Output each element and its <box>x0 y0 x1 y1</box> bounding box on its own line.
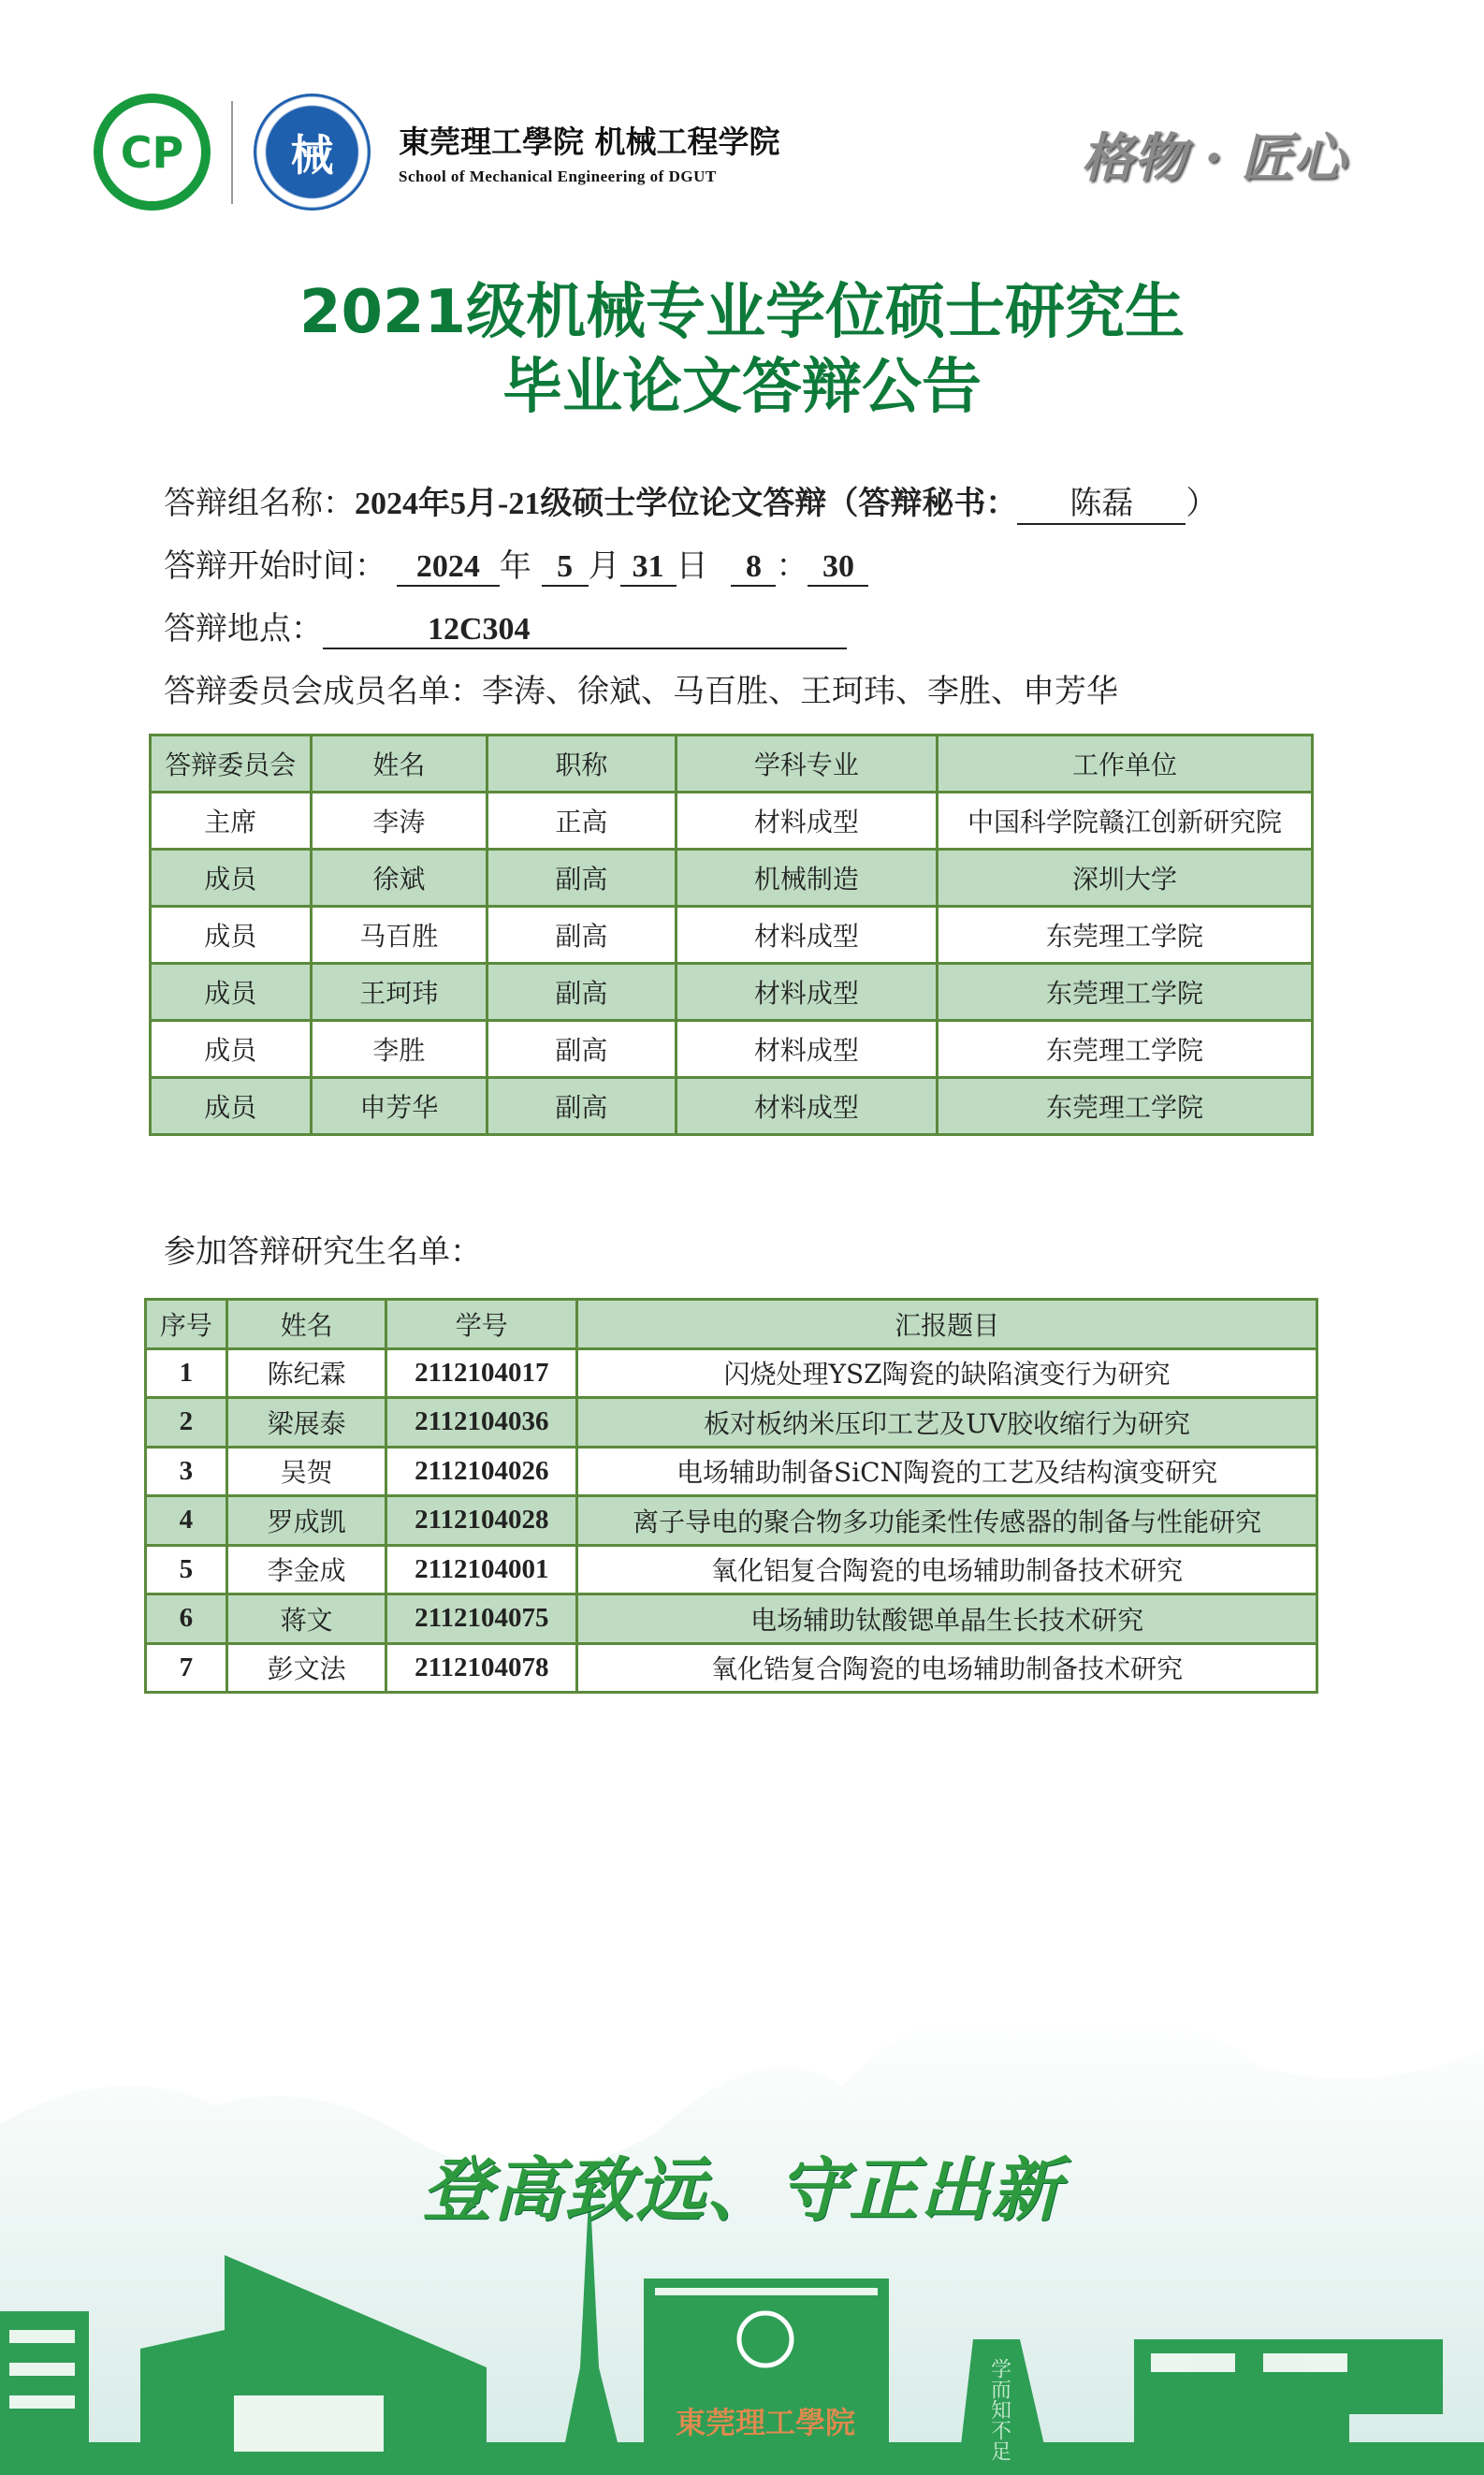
table-cell: 2112104075 <box>386 1594 577 1644</box>
committee-row <box>151 964 1313 1021</box>
table-cell: 吴贺 <box>226 1447 386 1496</box>
col-header: 职称 <box>487 735 677 793</box>
table-cell: 1 <box>146 1348 227 1398</box>
table-cell: 副高 <box>487 1021 677 1078</box>
col-header: 姓名 <box>226 1300 386 1349</box>
table-cell: 材料成型 <box>676 1021 937 1078</box>
table-cell: 2112104036 <box>386 1398 577 1448</box>
place-value: 12C304 <box>323 612 847 649</box>
table-cell: 李金成 <box>226 1545 386 1594</box>
table-cell: 东莞理工学院 <box>938 964 1313 1021</box>
table-cell: 电场辅助钛酸锶单晶生长技术研究 <box>577 1594 1317 1644</box>
committee-row <box>151 850 1313 907</box>
table-cell: 材料成型 <box>676 907 937 964</box>
time-minute: 30 <box>807 549 868 587</box>
table-cell: 2112104026 <box>386 1447 577 1496</box>
info-time <box>164 540 868 587</box>
time-day: 31 <box>620 549 677 587</box>
committee-table <box>149 734 1314 1136</box>
table-cell: 机械制造 <box>676 850 937 907</box>
table-cell: 闪烧处理YSZ陶瓷的缺陷演变行为研究 <box>577 1348 1317 1398</box>
table-cell: 彭文法 <box>226 1643 386 1693</box>
table-cell: 成员 <box>151 1078 312 1135</box>
place-label: 答辩地点： <box>164 610 323 648</box>
students-label: 参加答辩研究生名单： <box>164 1233 482 1271</box>
table-cell: 2112104001 <box>386 1545 577 1594</box>
table-cell: 5 <box>146 1545 227 1594</box>
building-right-upper <box>1134 2339 1443 2414</box>
student-row <box>146 1594 1317 1644</box>
col-header: 答辩委员会 <box>151 735 312 793</box>
dgut-logo-glyph: CP <box>120 126 184 178</box>
table-cell: 成员 <box>151 1021 312 1078</box>
table-cell: 正高 <box>487 793 677 850</box>
student-row <box>146 1643 1317 1693</box>
table-cell: 材料成型 <box>676 964 937 1021</box>
table-cell: 材料成型 <box>676 1078 937 1135</box>
col-header: 汇报题目 <box>577 1300 1317 1349</box>
students-header-row <box>146 1300 1317 1349</box>
time-label: 答辩开始时间： <box>164 547 386 585</box>
time-year: 2024 <box>397 549 500 587</box>
table-cell: 东莞理工学院 <box>938 1021 1313 1078</box>
table-cell: 氧化锆复合陶瓷的电场辅助制备技术研究 <box>577 1643 1317 1693</box>
table-cell: 成员 <box>151 964 312 1021</box>
table-cell: 材料成型 <box>676 793 937 850</box>
table-cell: 东莞理工学院 <box>938 1078 1313 1135</box>
time-month: 5 <box>542 549 589 587</box>
table-cell: 2112104017 <box>386 1348 577 1398</box>
table-cell: 3 <box>146 1447 227 1496</box>
gate-lettering: 東莞理工學院 <box>675 2405 856 2440</box>
committee-row <box>151 793 1313 850</box>
col-header: 学号 <box>386 1300 577 1349</box>
table-cell: 李胜 <box>311 1021 487 1078</box>
logo-divider <box>231 101 233 204</box>
student-row <box>146 1496 1317 1546</box>
secretary-name: 陈磊 <box>1017 477 1186 525</box>
table-cell: 副高 <box>487 964 677 1021</box>
table-cell: 马百胜 <box>311 907 487 964</box>
month-unit: 月 <box>588 547 620 585</box>
year-unit: 年 <box>499 547 531 585</box>
mech-school-logo <box>254 94 371 211</box>
table-cell: 深圳大学 <box>938 850 1313 907</box>
table-cell: 成员 <box>151 907 312 964</box>
table-cell: 7 <box>146 1643 227 1693</box>
student-row <box>146 1398 1317 1448</box>
table-cell: 徐斌 <box>311 850 487 907</box>
slogan: 登高致远、守正出新 <box>422 2150 1062 2231</box>
info-group <box>164 477 1217 525</box>
info-members <box>164 665 1118 711</box>
committee-row <box>151 1078 1313 1135</box>
members-label: 答辩委员会成员名单： <box>164 673 482 710</box>
committee-row <box>151 907 1313 964</box>
table-cell: 6 <box>146 1594 227 1644</box>
motto: 格物 · 匠心 <box>1081 127 1346 189</box>
col-header: 序号 <box>146 1300 227 1349</box>
col-header: 姓名 <box>311 735 487 793</box>
table-cell: 2 <box>146 1398 227 1448</box>
student-row <box>146 1545 1317 1594</box>
table-cell: 李涛 <box>311 793 487 850</box>
table-cell: 副高 <box>487 907 677 964</box>
page-title-line2: 毕业论文答辩公告 <box>502 353 982 422</box>
table-cell: 陈纪霖 <box>226 1348 386 1398</box>
group-close: ） <box>1186 485 1218 522</box>
table-cell: 离子导电的聚合物多功能柔性传感器的制备与性能研究 <box>577 1496 1317 1546</box>
group-label: 答辩组名称： <box>164 485 355 522</box>
table-cell: 蒋文 <box>226 1594 386 1644</box>
committee-row <box>151 1021 1313 1078</box>
student-row <box>146 1348 1317 1398</box>
info-place <box>164 603 847 649</box>
school-name <box>399 118 780 186</box>
table-cell: 王珂玮 <box>311 964 487 1021</box>
col-header: 学科专业 <box>676 735 937 793</box>
mech-logo-glyph: 械 <box>290 129 334 181</box>
table-cell: 2112104078 <box>386 1643 577 1693</box>
students-table <box>144 1298 1318 1694</box>
time-hour: 8 <box>731 549 776 587</box>
table-cell: 主席 <box>151 793 312 850</box>
stone-lettering: 学而知不足 <box>987 2358 1011 2461</box>
table-cell: 中国科学院赣江创新研究院 <box>938 793 1313 850</box>
school-name-en: School of Mechanical Engineering of DGUT <box>399 167 717 185</box>
table-cell: 副高 <box>487 850 677 907</box>
table-cell: 4 <box>146 1496 227 1546</box>
col-header: 工作单位 <box>938 735 1313 793</box>
page-title-line1: 2021级机械专业学位硕士研究生 <box>298 278 1186 347</box>
members-value: 李涛、徐斌、马百胜、王珂玮、李胜、申芳华 <box>482 673 1118 710</box>
committee-header-row <box>151 735 1313 793</box>
table-cell: 成员 <box>151 850 312 907</box>
table-cell: 2112104028 <box>386 1496 577 1546</box>
table-cell: 罗成凯 <box>226 1496 386 1546</box>
dgut-logo <box>94 94 211 211</box>
table-cell: 东莞理工学院 <box>938 907 1313 964</box>
grass <box>0 2442 1484 2475</box>
table-cell: 梁展泰 <box>226 1398 386 1448</box>
table-cell: 板对板纳米压印工艺及UV胶收缩行为研究 <box>577 1398 1317 1448</box>
group-value: 2024年5月-21级硕士学位论文答辩（答辩秘书： <box>355 487 1018 521</box>
table-cell: 申芳华 <box>311 1078 487 1135</box>
school-name-cn: 東莞理工學院 机械工程学院 <box>399 124 780 160</box>
table-cell: 氧化铝复合陶瓷的电场辅助制备技术研究 <box>577 1545 1317 1594</box>
table-cell: 电场辅助制备SiCN陶瓷的工艺及结构演变研究 <box>577 1447 1317 1496</box>
student-row <box>146 1447 1317 1496</box>
table-cell: 副高 <box>487 1078 677 1135</box>
header-logos <box>94 94 780 211</box>
time-colon: ： <box>776 547 808 585</box>
day-unit: 日 <box>676 547 708 585</box>
